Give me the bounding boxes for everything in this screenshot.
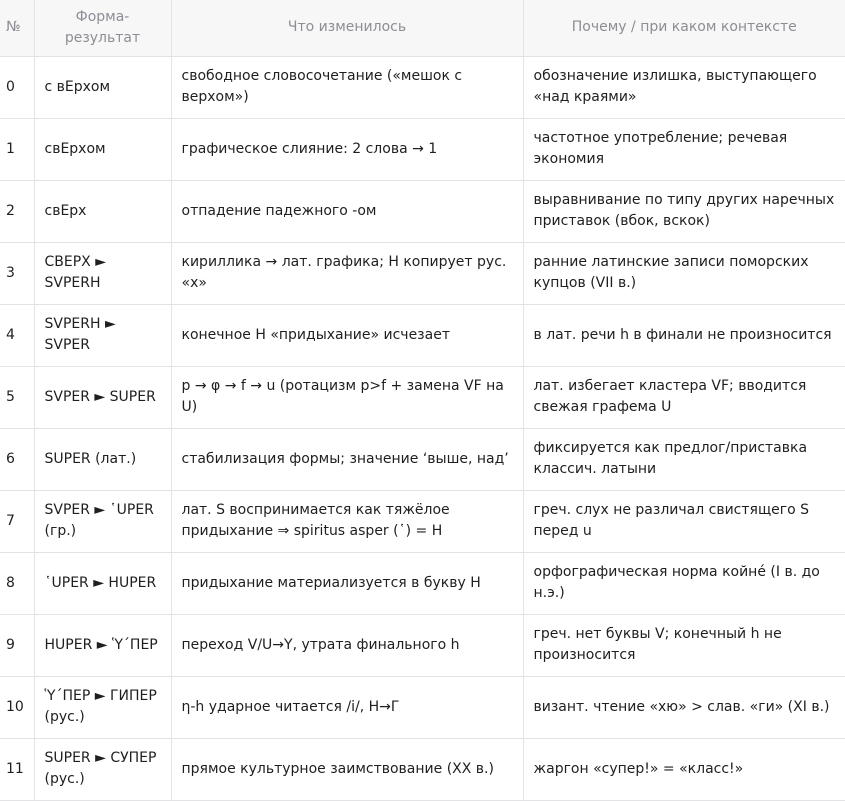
cell-reason: греч. слух не различал свистящего S перед u <box>523 490 845 552</box>
cell-number: 6 <box>0 428 34 490</box>
table-row <box>0 180 845 242</box>
cell-reason: лат. избегает кластера VF; вводится свежая графема U <box>523 366 845 428</box>
cell-form: SVPERH ► SVPER <box>34 304 171 366</box>
cell-number: 5 <box>0 366 34 428</box>
cell-change: η-h ударное читается /i/, H→Г <box>171 676 523 738</box>
cell-change: стабилизация формы; значение ‘выше, над’ <box>171 428 523 490</box>
cell-change: прямое культурное заимствование (XX в.) <box>171 738 523 800</box>
table-row <box>0 676 845 738</box>
cell-number: 3 <box>0 242 34 304</box>
cell-form: Ὑ΄ΠΕΡ ► ГИПЕР (рус.) <box>34 676 171 738</box>
cell-form: SVPER ► ῾UPER (гр.) <box>34 490 171 552</box>
cell-reason: обозначение излишка, выступающего «над краями» <box>523 56 845 118</box>
cell-reason: в лат. речи h в финали не произносится <box>523 304 845 366</box>
cell-number: 2 <box>0 180 34 242</box>
table-row <box>0 490 845 552</box>
cell-form: с вЕрхом <box>34 56 171 118</box>
cell-number: 11 <box>0 738 34 800</box>
table-row <box>0 304 845 366</box>
cell-change: кириллика → лат. графика; H копирует рус. «х» <box>171 242 523 304</box>
header-reason: Почему / при каком контексте <box>523 0 845 56</box>
header-form: Форма-результат <box>34 0 171 56</box>
cell-change: лат. S воспринимается как тяжёлое придыхание ⇒ spiritus asper (῾) = H <box>171 490 523 552</box>
cell-change: свободное словосочетание («мешок с верхом») <box>171 56 523 118</box>
cell-reason: частотное употребление; речевая экономия <box>523 118 845 180</box>
cell-change: переход V/U→Y, утрата финального h <box>171 614 523 676</box>
cell-form: свЕрхом <box>34 118 171 180</box>
table-row <box>0 56 845 118</box>
cell-change: p → φ → f → u (ротацизм p>f + замена VF на U) <box>171 366 523 428</box>
cell-form: SVPER ► SUPER <box>34 366 171 428</box>
cell-reason: жаргон «супер!» = «класс!» <box>523 738 845 800</box>
cell-reason: выравнивание по типу других наречных приставок (вбок, вскок) <box>523 180 845 242</box>
cell-reason: фиксируется как предлог/приставка классич. латыни <box>523 428 845 490</box>
cell-number: 9 <box>0 614 34 676</box>
table-row <box>0 242 845 304</box>
cell-number: 1 <box>0 118 34 180</box>
table-row <box>0 738 845 800</box>
cell-number: 4 <box>0 304 34 366</box>
cell-reason: ранние латинские записи поморских купцов (VII в.) <box>523 242 845 304</box>
cell-reason: орфографическая норма койне́ (I в. до н.э.) <box>523 552 845 614</box>
table-row <box>0 552 845 614</box>
cell-change: графическое слияние: 2 слова → 1 <box>171 118 523 180</box>
cell-form: SUPER ► СУПЕР (рус.) <box>34 738 171 800</box>
table-row <box>0 366 845 428</box>
cell-form: свЕрх <box>34 180 171 242</box>
header-number: № <box>0 0 34 56</box>
cell-form: SUPER (лат.) <box>34 428 171 490</box>
cell-change: отпадение падежного -ом <box>171 180 523 242</box>
cell-reason: визант. чтение «хю» > слав. «ги» (XI в.) <box>523 676 845 738</box>
table-row <box>0 118 845 180</box>
cell-change: придыхание материализуется в букву H <box>171 552 523 614</box>
cell-reason: греч. нет буквы V; конечный h не произносится <box>523 614 845 676</box>
cell-number: 8 <box>0 552 34 614</box>
cell-form: HUPER ► Ὑ΄ΠΕΡ <box>34 614 171 676</box>
cell-change: конечное H «придыхание» исчезает <box>171 304 523 366</box>
header-change: Что изменилось <box>171 0 523 56</box>
table-row <box>0 614 845 676</box>
header-row <box>0 0 845 56</box>
cell-number: 7 <box>0 490 34 552</box>
cell-number: 10 <box>0 676 34 738</box>
cell-form: СВЕРХ ► SVPERH <box>34 242 171 304</box>
cell-number: 0 <box>0 56 34 118</box>
table-row <box>0 428 845 490</box>
cell-form: ῾UPER ► HUPER <box>34 552 171 614</box>
